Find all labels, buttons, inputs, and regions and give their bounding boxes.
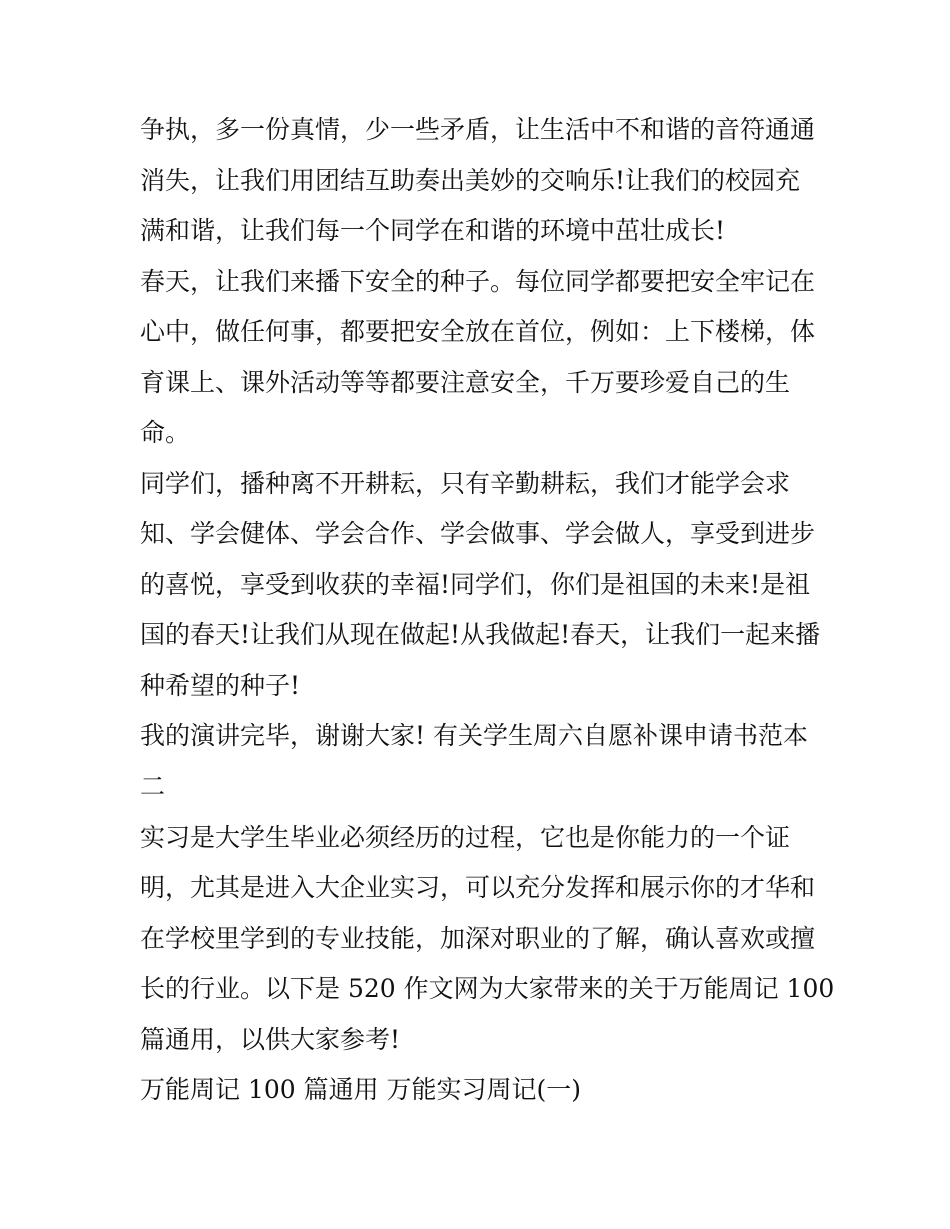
text-line-14: 二 (140, 772, 166, 801)
text-line-11: 国的春天!让我们从现在做起!从我做起!春天，让我们一起来播 (140, 620, 821, 649)
text-line-3: 满和谐，让我们每一个同学在和谐的环境中茁壮成长! (140, 216, 726, 245)
text-line-19: 篇通用，以供大家参考! (140, 1025, 401, 1054)
text-line-1: 争执，多一份真情，少一些矛盾，让生活中不和谐的音符通通 (140, 115, 816, 144)
text-line-18: 长的行业。以下是 520 作文网为大家带来的关于万能周记 100 (140, 974, 835, 1003)
text-line-6: 育课上、课外活动等等都要注意安全，千万要珍爱自己的生 (140, 368, 791, 397)
text-line-9: 知、学会健体、学会合作、学会做事、学会做人，享受到进步 (140, 519, 816, 548)
text-line-12: 种希望的种子! (140, 671, 301, 700)
text-line-4: 春天，让我们来播下安全的种子。每位同学都要把安全牢记在 (140, 267, 816, 296)
text-line-20: 万能周记 100 篇通用 万能实习周记(一) (140, 1075, 582, 1104)
text-line-16: 明，尤其是进入大企业实习，可以充分发挥和展示你的才华和 (140, 873, 816, 902)
text-line-15: 实习是大学生毕业必须经历的过程，它也是你能力的一个证 (140, 823, 791, 852)
text-line-2: 消失，让我们用团结互助奏出美妙的交响乐!让我们的校园充 (140, 166, 801, 195)
text-line-8: 同学们，播种离不开耕耘，只有辛勤耕耘，我们才能学会求 (140, 469, 791, 498)
text-line-13: 我的演讲完毕，谢谢大家! 有关学生周六自愿补课申请书范本 (140, 721, 808, 750)
text-line-17: 在学校里学到的专业技能，加深对职业的了解，确认喜欢或擅 (140, 924, 816, 953)
text-line-7: 命。 (140, 418, 191, 447)
text-line-5: 心中，做任何事，都要把安全放在首位，例如：上下楼梯，体 (140, 317, 816, 346)
text-line-10: 的喜悦，享受到收获的幸福!同学们，你们是祖国的未来!是祖 (140, 570, 811, 599)
